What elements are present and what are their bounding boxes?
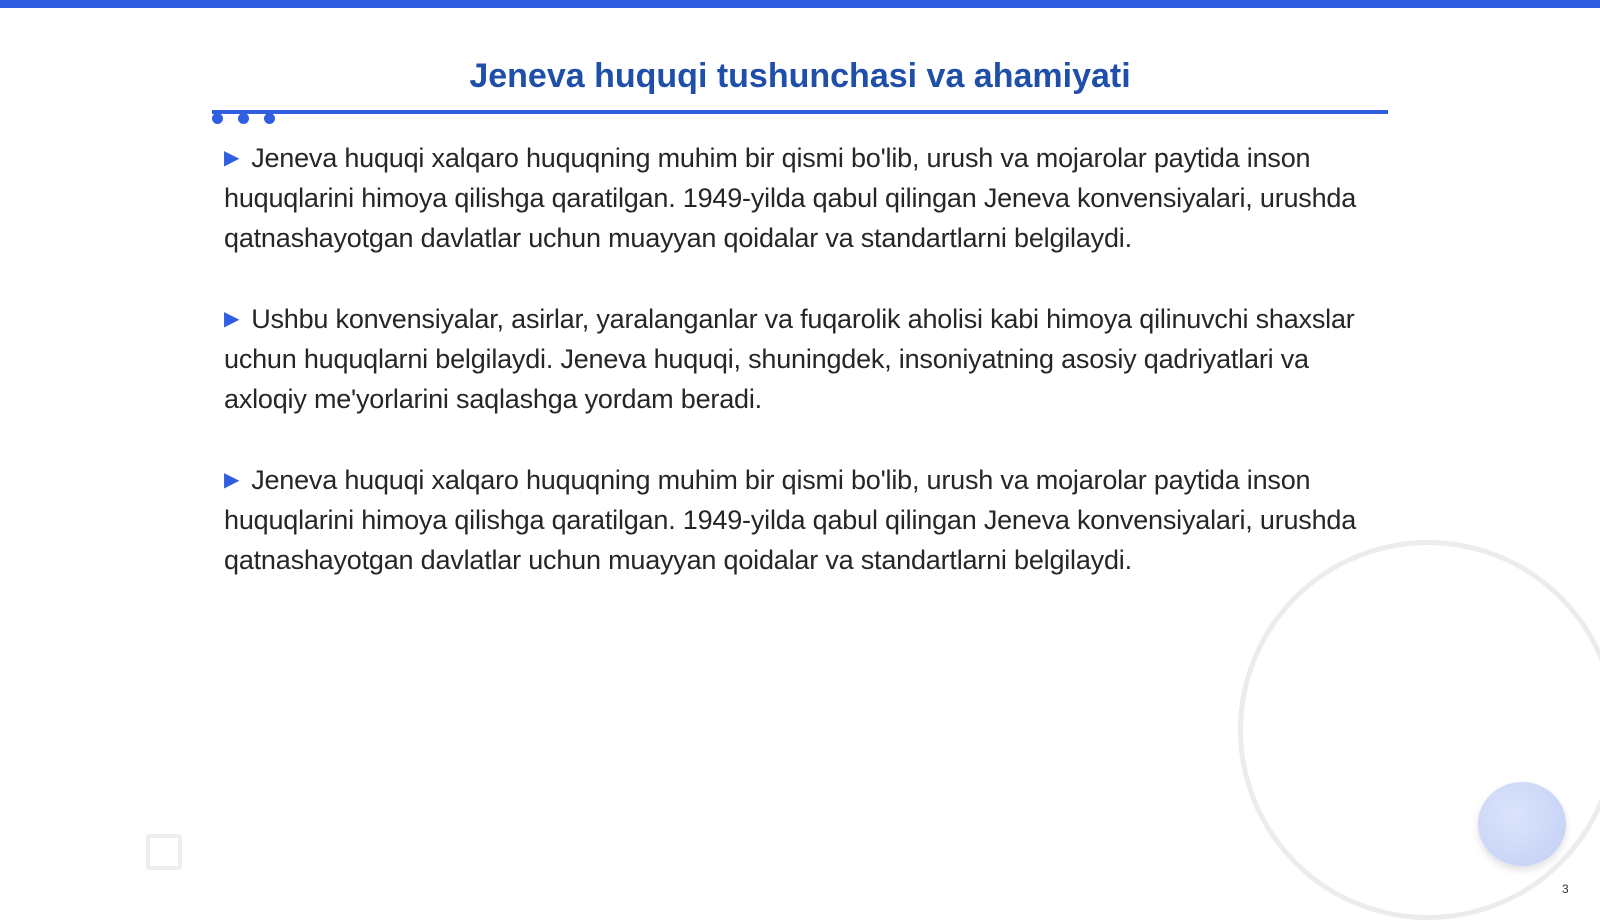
bullet-list bbox=[224, 138, 1384, 621]
title-underline bbox=[212, 110, 1388, 114]
decorative-square-outline bbox=[146, 834, 182, 870]
decorative-circle-filled bbox=[1478, 782, 1566, 866]
bullet-text: Jeneva huquqi xalqaro huquqning muhim bir qismi bo'lib, urush va mojarolar paytida inson huquqlarini himoya qilishga qaratilgan. 1949-yilda qabul qilingan Jeneva konvensiyalari, urushda qatnashayotgan davlatlar uchun muayyan qoidalar va standartlarni belgilaydi. bbox=[224, 143, 1357, 253]
underline-dot bbox=[264, 113, 275, 124]
underline-dot bbox=[212, 113, 223, 124]
top-accent-bar bbox=[0, 0, 1600, 8]
bullet-text: Jeneva huquqi xalqaro huquqning muhim bir qismi bo'lib, urush va mojarolar paytida inson huquqlarini himoya qilishga qaratilgan. 1949-yilda qabul qilingan Jeneva konvensiyalari, urushda qatnashayotgan davlatlar uchun muayyan qoidalar va standartlarni belgilaydi. bbox=[224, 465, 1357, 575]
underline-dot bbox=[238, 113, 249, 124]
slide-title: Jeneva huquqi tushunchasi va ahamiyati bbox=[469, 57, 1131, 95]
bullet-text: Ushbu konvensiyalar, asirlar, yaralanganlar va fuqarolik aholisi kabi himoya qilinuvchi shaxslar uchun huquqlarni belgilaydi. Jeneva huquqi, shuningdek, insoniyatning asosiy qadriyatlari va axloqiy me'yorlarini saqlashga yordam beradi. bbox=[224, 304, 1355, 414]
triangle-right-icon: ▶ bbox=[224, 469, 240, 491]
triangle-right-icon: ▶ bbox=[224, 147, 240, 169]
bullet-item bbox=[224, 299, 1384, 419]
bullet-item bbox=[224, 460, 1384, 580]
page-number: 3 bbox=[1562, 882, 1569, 896]
bullet-item bbox=[224, 138, 1384, 258]
triangle-right-icon: ▶ bbox=[224, 308, 240, 330]
